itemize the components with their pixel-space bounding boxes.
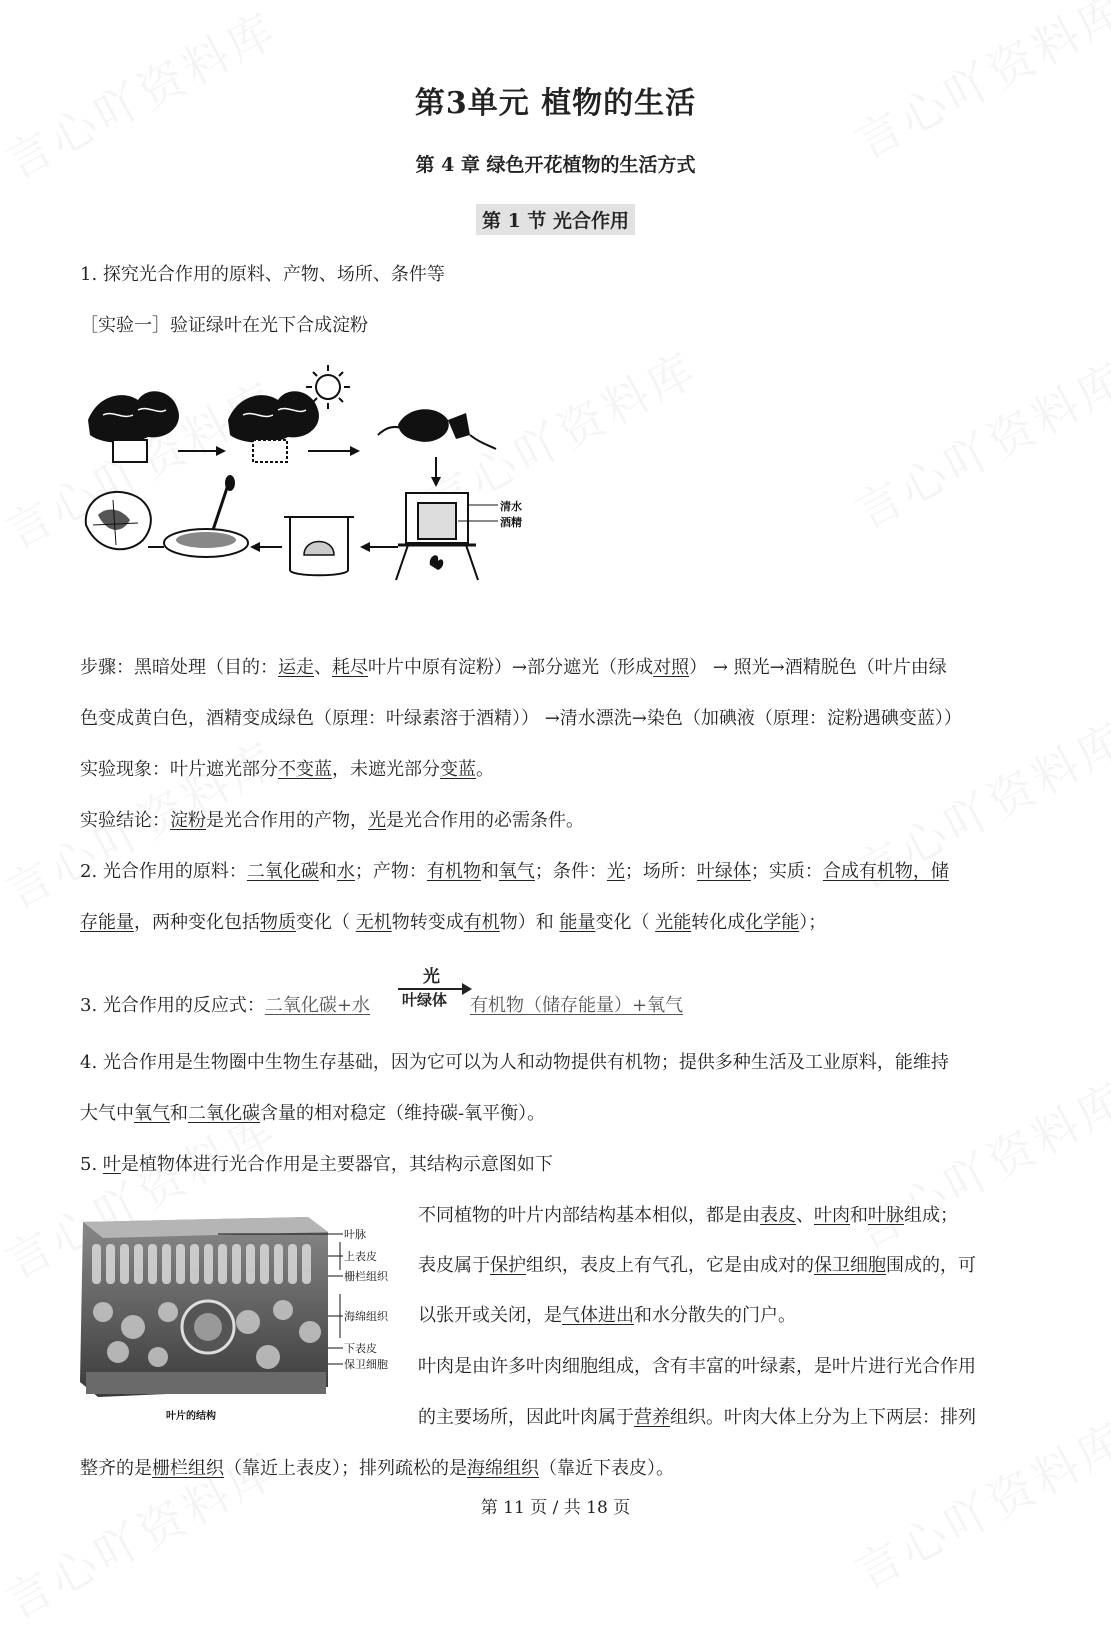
item-1: 1. 探究光合作用的原料、产物、场所、条件等 bbox=[80, 264, 445, 285]
unit-title: 第3单元 植物的生活 bbox=[414, 86, 697, 121]
answer: 栅栏组织 bbox=[152, 1458, 224, 1479]
answer: 光 bbox=[368, 810, 386, 831]
answer: 能量 bbox=[559, 912, 596, 933]
beaker-illustration bbox=[284, 517, 354, 575]
answer: 光能 bbox=[655, 912, 692, 933]
answer: 水 bbox=[336, 861, 355, 882]
label-palisade: 栅栏组织 bbox=[344, 1270, 388, 1283]
leaf-cross-section-illustration bbox=[78, 1212, 408, 1427]
label-lower-epidermis: 下表皮 bbox=[344, 1342, 377, 1355]
answer: 海绵组织 bbox=[467, 1458, 539, 1479]
answer: 不变蓝 bbox=[278, 759, 332, 780]
answer: 耗尽 bbox=[332, 657, 368, 678]
answer: 叶 bbox=[102, 1154, 121, 1175]
answer: 二氧化碳 bbox=[188, 1103, 260, 1124]
plant-1-illustration bbox=[88, 391, 179, 462]
item-2-line-2: 存能量，两种变化包括物质变化（ 无机物转变成有机物）和 能量变化（ 光能转化成化学能）； bbox=[80, 912, 827, 933]
answer: 气体进出 bbox=[562, 1305, 634, 1326]
item-4-line-2: 大气中氧气和二氧化碳含量的相对稳定（维持碳-氧平衡）。 bbox=[80, 1103, 546, 1124]
answer: 氧气 bbox=[134, 1103, 170, 1124]
answer: 光 bbox=[606, 861, 625, 882]
answer: 有机物 bbox=[426, 861, 481, 882]
chapter-title: 第 4 章 绿色开花植物的生活方式 bbox=[415, 154, 696, 176]
section-title: 第 1 节 光合作用 bbox=[476, 204, 635, 235]
plant-2-illustration bbox=[228, 391, 319, 462]
leaf-text-line-5: 的主要场所，因此叶肉属于营养组织。叶肉大体上分为上下两层：排列 bbox=[418, 1407, 976, 1428]
item-3: 3. 光合作用的反应式：二氧化碳+水 bbox=[80, 995, 370, 1016]
steps-line-1: 步骤：黑暗处理（目的：运走、耗尽叶片中原有淀粉）→部分遮光（形成对照） → 照光→酒精脱色（叶片由绿 bbox=[80, 657, 947, 678]
leaf-text-line-6: 整齐的是栅栏组织（靠近上表皮）；排列疏松的是海绵组织（靠近下表皮）。 bbox=[80, 1458, 674, 1479]
experiment-1-title: ［实验一］验证绿叶在光下合成淀粉 bbox=[80, 315, 368, 336]
label-vein: 叶脉 bbox=[344, 1228, 366, 1241]
label-spongy: 海绵组织 bbox=[344, 1310, 388, 1323]
label-guard-cell: 保卫细胞 bbox=[344, 1358, 388, 1371]
conclusion: 实验结论：淀粉是光合作用的产物，光是光合作用的必需条件。 bbox=[80, 810, 584, 831]
answer: 物质 bbox=[260, 912, 296, 933]
item-5: 5. 叶是植物体进行光合作用是主要器官，其结构示意图如下 bbox=[80, 1154, 553, 1175]
label-upper-epidermis: 上表皮 bbox=[344, 1250, 377, 1263]
answer: 保护 bbox=[490, 1255, 526, 1276]
leaf-picking-illustration bbox=[378, 409, 496, 449]
leaf-text-line-4: 叶肉是由许多叶肉细胞组成，含有丰富的叶绿素，是叶片进行光合作用 bbox=[418, 1356, 976, 1377]
answer: 化学能 bbox=[745, 912, 800, 933]
reaction-condition-top: 光 bbox=[423, 967, 440, 987]
leaf-text-line-2: 表皮属于保护组织，表皮上有气孔，它是由成对的保卫细胞围成的，可 bbox=[418, 1255, 976, 1276]
water-bath-illustration bbox=[396, 493, 522, 580]
answer: 合成有机物，储 bbox=[822, 861, 949, 882]
answer: 运走 bbox=[278, 657, 314, 678]
answer: 变蓝 bbox=[440, 759, 476, 780]
steps-line-2: 色变成黄白色，酒精变成绿色（原理：叶绿素溶于酒精）） →清水漂洗→染色（加碘液（原理：淀粉遇碘变蓝）） bbox=[80, 708, 962, 729]
answer: 营养 bbox=[634, 1407, 670, 1428]
phenomenon: 实验现象：叶片遮光部分不变蓝，未遮光部分变蓝。 bbox=[80, 759, 494, 780]
leaf-text-line-1: 不同植物的叶片内部结构基本相似，都是由表皮、叶肉和叶脉组成； bbox=[418, 1205, 958, 1226]
reaction-products: 有机物（储存能量）+氧气 bbox=[470, 995, 684, 1016]
item-2-line-1: 2. 光合作用的原料：二氧化碳和水；产物：有机物和氧气；条件：光；场所：叶绿体；实质：合成有机物，储 bbox=[80, 861, 949, 882]
answer: 叶肉 bbox=[814, 1205, 850, 1226]
alcohol-label: 酒精 bbox=[500, 516, 522, 529]
answer: 二氧化碳 bbox=[246, 861, 319, 882]
reactants: 二氧化碳+水 bbox=[264, 995, 370, 1016]
watermark bbox=[842, 1063, 1111, 1262]
leaf-structure-figure bbox=[78, 1212, 408, 1427]
item-4-line-1: 4. 光合作用是生物圈中生物生存基础，因为它可以为人和动物提供有机物；提供多种生活及工业原料，能维持 bbox=[80, 1052, 949, 1073]
answer: 对照 bbox=[653, 657, 690, 678]
experiment-figure bbox=[78, 365, 548, 585]
answer: 表皮 bbox=[760, 1205, 796, 1226]
answer: 无机 bbox=[355, 912, 392, 933]
stained-leaf-illustration bbox=[86, 492, 151, 549]
answer: 氧气 bbox=[498, 861, 535, 882]
answer: 叶绿体 bbox=[696, 861, 751, 882]
answer: 存能量 bbox=[80, 912, 134, 933]
section-title-wrap bbox=[0, 204, 1111, 235]
answer: 保卫细胞 bbox=[814, 1255, 886, 1276]
page-footer: 第 11 页 / 共 18 页 bbox=[480, 1498, 631, 1518]
leaf-figure-caption: 叶片的结构 bbox=[166, 1411, 216, 1422]
petri-dish-illustration bbox=[164, 475, 248, 557]
water-label: 清水 bbox=[500, 500, 522, 513]
leaf-text-line-3: 以张开或关闭，是气体进出和水分散失的门户。 bbox=[418, 1305, 796, 1326]
reaction-condition-bottom: 叶绿体 bbox=[402, 991, 448, 1009]
watermark bbox=[842, 343, 1111, 542]
answer: 淀粉 bbox=[170, 810, 206, 831]
answer: 有机 bbox=[463, 912, 500, 933]
answer: 叶脉 bbox=[868, 1205, 904, 1226]
